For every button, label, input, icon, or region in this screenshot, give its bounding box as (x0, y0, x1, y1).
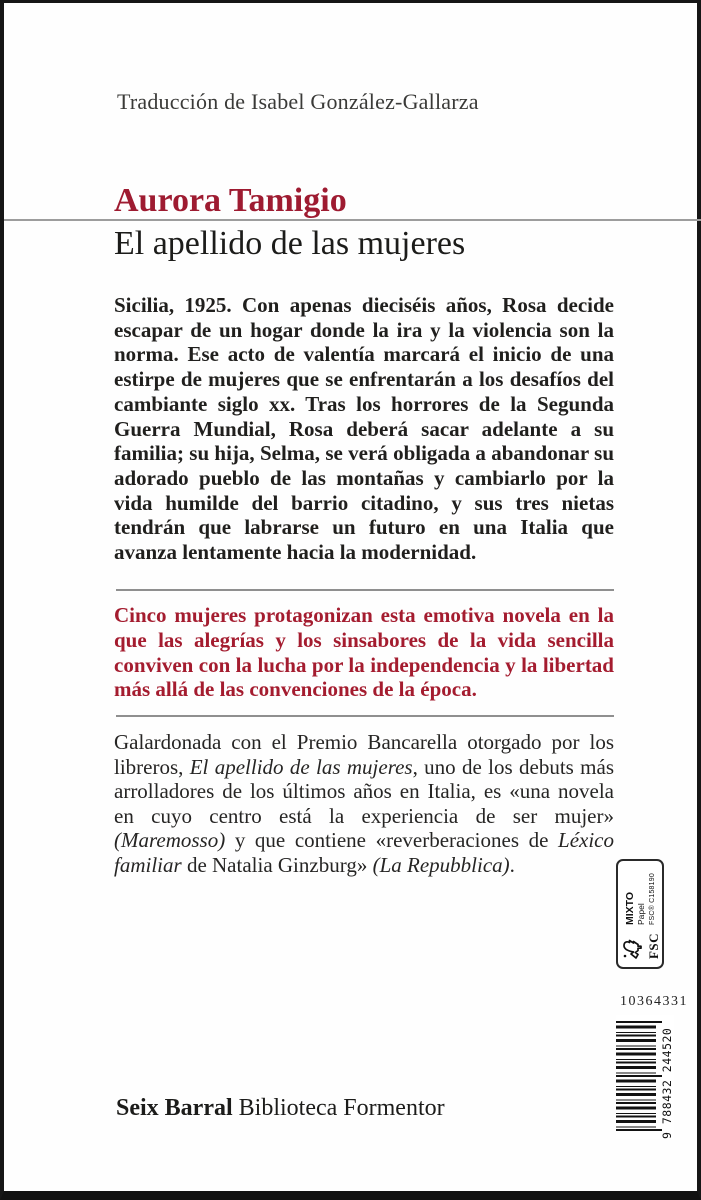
barcode-guard-right (616, 1021, 662, 1023)
book-title: El apellido de las mujeres (114, 225, 466, 262)
review-segment-italic: (La Repubblica) (372, 852, 510, 877)
fsc-certification-label (616, 859, 664, 969)
fsc-type-label: MIXTO (623, 891, 636, 925)
review-segment-italic: (Maremosso) (114, 828, 226, 853)
review-segment: de Natalia Ginzburg» (181, 852, 373, 877)
publisher-collection: Biblioteca Formentor (238, 1095, 445, 1121)
fsc-wordmark: FSC (645, 932, 661, 960)
fsc-tree-icon (621, 933, 648, 959)
author-underline-rule (4, 219, 701, 221)
review-segment: , uno de los debuts más arrolladores de los últimos años en Italia, es «una novela en cuyo centro está la experiencia de ser mujer» (114, 754, 614, 828)
fsc-logo-block (621, 929, 660, 963)
fsc-material-label: Papel (636, 903, 646, 925)
fsc-text-block (625, 873, 656, 925)
barcode-guard-left (616, 1129, 662, 1131)
translator-credit: Traducción de Isabel González-Gallarza (117, 89, 479, 114)
fsc-label-box (616, 859, 664, 969)
barcode-digits: 9 788432 244520 (660, 1027, 674, 1139)
publisher-imprint: Seix Barral (116, 1095, 233, 1121)
fsc-cert-number: FSC® C158190 (648, 873, 656, 925)
highlight-paragraph: Cinco mujeres protagonizan esta emotiva novela en la que las alegrías y los sinsabores de la vida sencilla conviven con la lucha por la independencia y la libertad más allá de las convenciones de la época. (114, 603, 614, 702)
barcode-box (616, 1015, 674, 1139)
product-code: 10364331 (620, 994, 688, 1009)
author-name: Aurora Tamigio (114, 182, 347, 219)
barcode-guard-middle (616, 1075, 662, 1077)
synopsis-paragraph: Sicilia, 1925. Con apenas dieciséis años, Rosa decide escapar de un hogar donde la ira y la violencia son la norma. Ese acto de valentía marcará el inicio de una estirpe de mujeres que se enfrentarán a los desafíos del cambiante siglo xx. Tras los horrores de la Segunda Guerra Mundial, Rosa deberá sacar adelante a su familia; su hija, Selma, se verá obligada a abandonar su adorado pueblo de las montañas y cambiarlo por la vida humilde del barrio citadino, y sus tres nietas tendrán que labrarse un futuro en una Italia que avanza lentamente hacia la modernidad. (114, 293, 614, 565)
review-segment: y que contiene «reverberaciones de (225, 828, 559, 853)
divider-rule-top (116, 589, 614, 591)
publisher-line (116, 1095, 596, 1122)
review-segment: Galardonada con el Premio Bancarella otorgado por los libreros, (114, 730, 614, 779)
review-segment: . (509, 852, 515, 877)
isbn-barcode (616, 1015, 674, 1139)
review-paragraph (114, 730, 614, 878)
review-segment-italic: Léxico familiar (114, 828, 614, 877)
divider-rule-bottom (116, 715, 614, 717)
review-segment-italic: El apellido de las mujeres (189, 754, 413, 779)
